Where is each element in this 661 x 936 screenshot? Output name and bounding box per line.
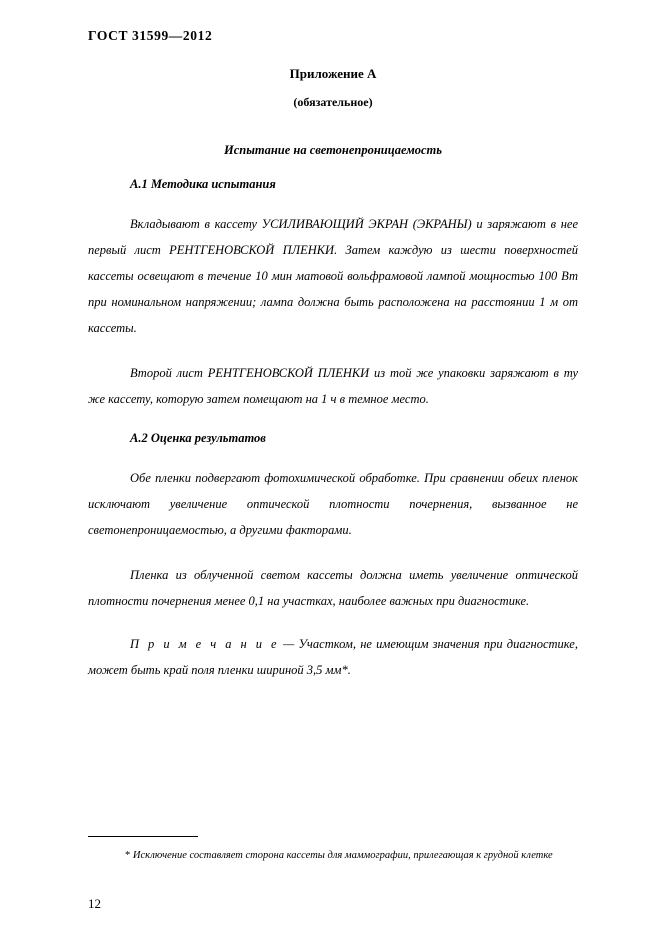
note-paragraph bbox=[88, 631, 578, 683]
footnote-text: Исключение составляет сторона кассеты для маммографии, прилегающая к грудной клетке bbox=[132, 850, 553, 861]
note-text: Участком, не имеющим значения при диагностике, может быть край поля пленки шириной 3,5 мм*. bbox=[88, 637, 578, 677]
footnote bbox=[125, 848, 585, 864]
test-title: Испытание на светонепроницаемость bbox=[224, 143, 442, 157]
section-heading-a2: А.2 Оценка результатов bbox=[130, 431, 266, 445]
paragraph: Вкладывают в кассету УСИЛИВАЮЩИЙ ЭКРАН (ЭКРАНЫ) и заряжают в нее первый лист РЕНТГЕНОВСКОЙ ПЛЕНКИ. Затем каждую из шести поверхностей кассеты освещают в течение 10 мин матовой вольфрамовой лампой мощностью 100 Вт при номинальном напряжении; лампа должна быть расположена на расстоянии 1 м от кассеты. bbox=[88, 217, 578, 335]
paragraph: Пленка из облученной светом кассеты должна иметь увеличение оптической плотности почернения менее 0,1 на участках, наиболее важных при диагностике. bbox=[88, 568, 578, 608]
paragraph: Обе пленки подвергают фотохимической обработке. При сравнении обеих пленок исключают увеличение оптической плотности почернения, вызванное не светонепроницаемостью, а другими факторами. bbox=[88, 471, 578, 537]
page-header: ГОСТ 31599—2012 bbox=[88, 28, 213, 43]
annex-subtitle: (обязательное) bbox=[293, 95, 373, 109]
section-heading-a1: А.1 Методика испытания bbox=[130, 177, 276, 191]
paragraph: Второй лист РЕНТГЕНОВСКОЙ ПЛЕНКИ из той же упаковки заряжают в ту же кассету, которую затем помещают на 1 ч в темное место. bbox=[88, 366, 578, 406]
page-number: 12 bbox=[88, 896, 101, 911]
page-content bbox=[88, 58, 578, 683]
note-dash: — bbox=[278, 637, 299, 651]
note-label: П р и м е ч а н и е bbox=[130, 637, 279, 651]
annex-title: Приложение А bbox=[289, 66, 377, 81]
footnote-marker: * bbox=[125, 850, 131, 861]
footnote-divider bbox=[88, 836, 198, 837]
